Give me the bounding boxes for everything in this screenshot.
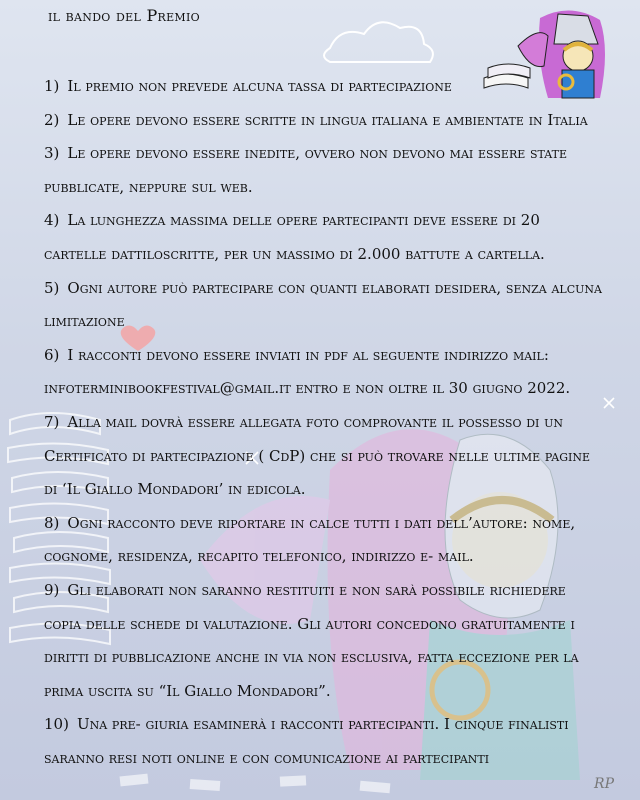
rule-text: Alla mail dovrà essere allegata foto comprovante il possesso di un Certificato di partecipazione ( CdP) che si può trovare nelle ultime pagine di ‘Il Giallo Mondadori’ in edicola. — [44, 412, 591, 499]
rule-text: Il premio non prevede alcuna tassa di partecipazione — [67, 77, 452, 95]
rule-number: 8) — [44, 513, 60, 532]
artist-signature: RP — [594, 776, 614, 792]
rule-number: 7) — [44, 412, 60, 431]
list-item — [44, 272, 604, 339]
rule-text: Ogni autore può partecipare con quanti elaborati desidera, senza alcuna limitazione — [44, 278, 602, 331]
list-item — [44, 339, 604, 406]
rules-list — [44, 70, 604, 775]
rule-text: Una pre- giuria esaminerà i racconti partecipanti. I cinque finalisti saranno resi noti online e con comunicazione ai partecipanti — [44, 715, 569, 767]
rule-number: 2) — [44, 110, 60, 129]
rule-number: 10) — [44, 715, 69, 734]
rule-number: 1) — [44, 77, 60, 95]
rule-number: 5) — [44, 278, 60, 297]
rule-text: Ogni racconto deve riportare in calce tutti i dati dell’autore: nome, cognome, residenza, recapito telefonico, indirizzo e- mail. — [44, 513, 576, 566]
rule-number: 3) — [44, 144, 60, 163]
rule-text: I racconti devono essere inviati in pdf al seguente indirizzo mail: infoterminibookfestival@gmail.it entro e non oltre il 30 giugno 2022. — [44, 345, 571, 398]
rule-number: 4) — [44, 211, 60, 230]
list-item — [44, 204, 604, 271]
document-title: il bando del Premio — [48, 6, 200, 25]
list-item — [44, 104, 604, 138]
rule-text: Le opere devono essere inedite, ovvero non devono mai essere state pubblicate, neppure sul web. — [44, 144, 568, 196]
rule-number: 9) — [44, 580, 60, 599]
rule-number: 6) — [44, 345, 60, 364]
rule-text: Le opere devono essere scritte in lingua italiana e ambientate in Italia — [67, 110, 588, 129]
list-item — [44, 708, 604, 775]
rule-text: Gli elaborati non saranno restituiti e non sarà possibile richiedere copia delle schede di valutazione. Gli autori concedono gratuitamente i diritti di pubblicazione anche in via non esclusiva, fatta eccezione per la prima uscita su “Il Giallo Mondadori”. — [44, 580, 579, 700]
list-item — [44, 137, 604, 204]
list-item — [44, 406, 604, 507]
rule-text: La lunghezza massima delle opere partecipanti deve essere di 20 cartelle dattiloscritte, per un massimo di 2.000 battute a cartella. — [44, 211, 545, 263]
list-item — [44, 507, 604, 574]
papers-illustration — [120, 774, 391, 794]
list-item — [44, 574, 604, 708]
list-item — [44, 70, 604, 104]
cloud-icon — [324, 22, 433, 62]
